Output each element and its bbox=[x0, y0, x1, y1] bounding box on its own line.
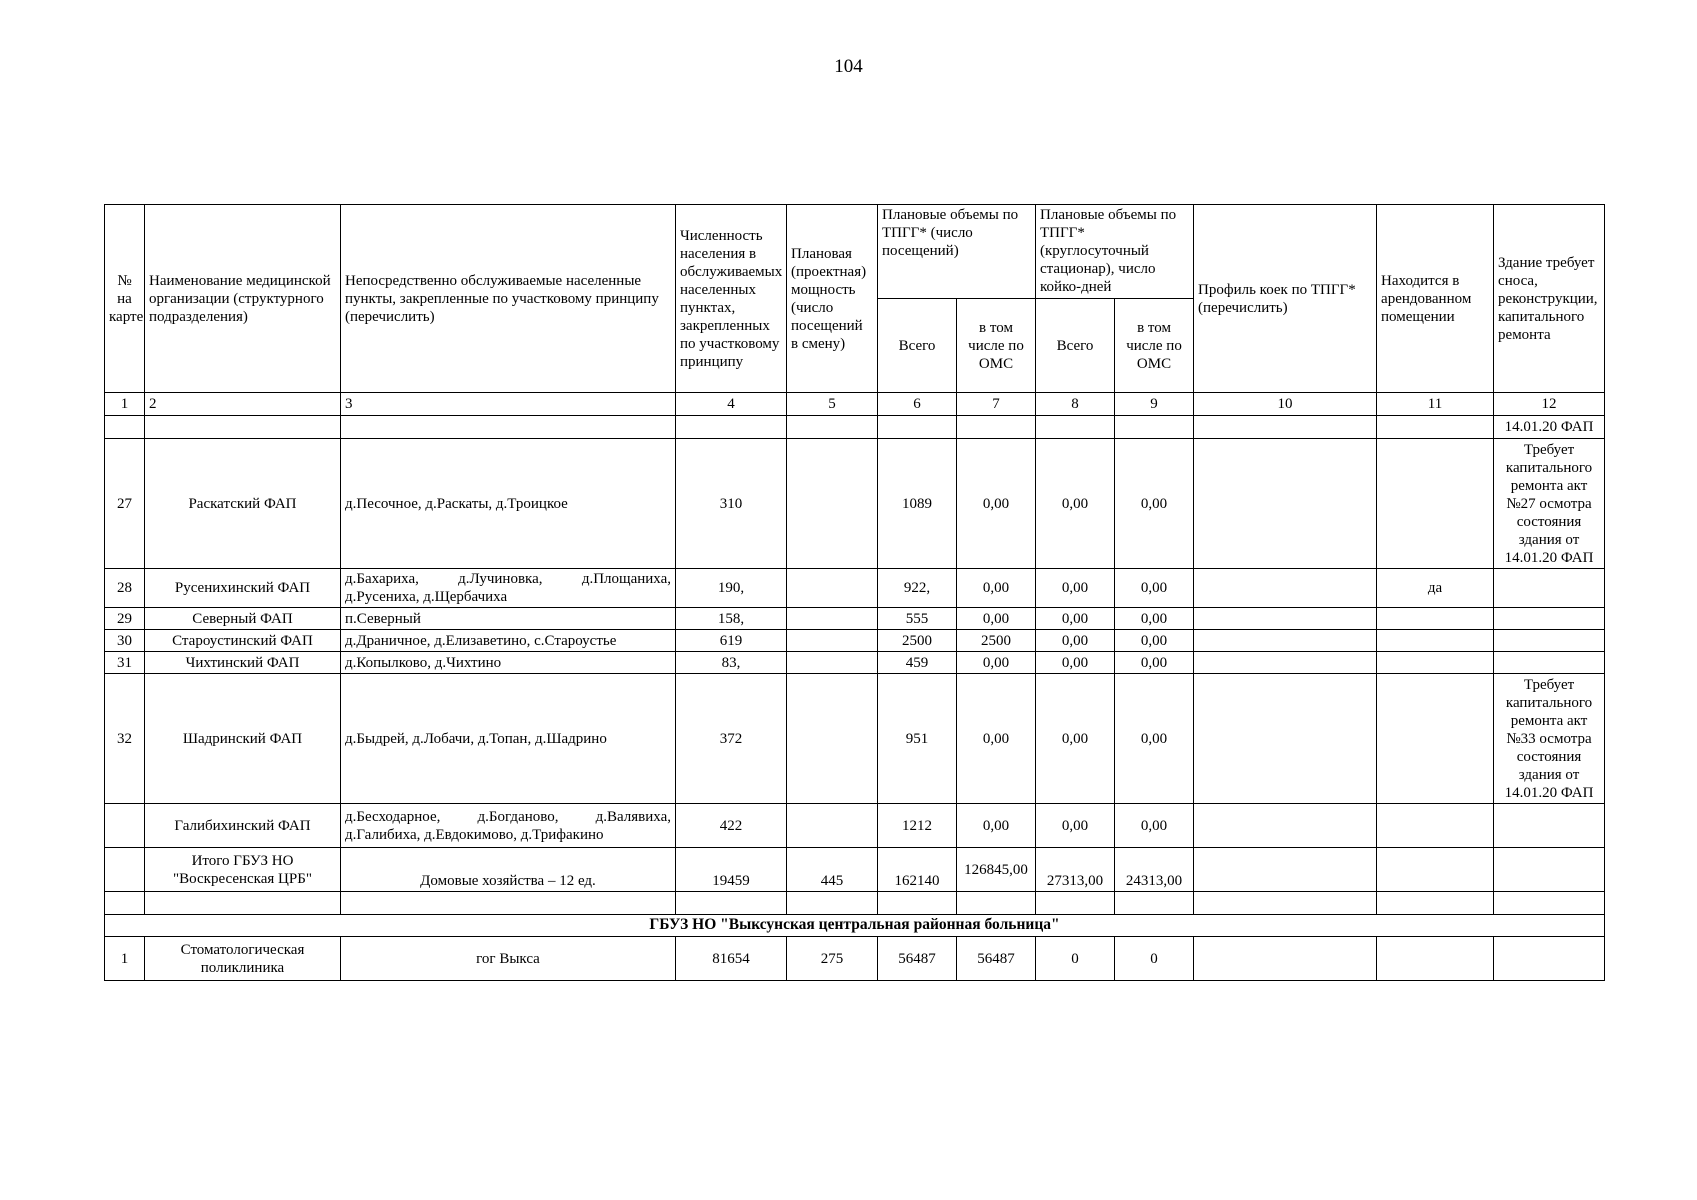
visits-oms: 0,00 bbox=[957, 439, 1036, 569]
visits-total: 1212 bbox=[878, 804, 957, 848]
visits-total: 1089 bbox=[878, 439, 957, 569]
total-population: 19459 bbox=[676, 848, 787, 892]
population: 310 bbox=[676, 439, 787, 569]
repair-note: Требует капитального ремонта акт №33 осмотра состояния здания от 14.01.20 ФАП bbox=[1494, 674, 1605, 804]
capacity bbox=[787, 674, 878, 804]
column-number: 8 bbox=[1036, 393, 1115, 416]
repair-note bbox=[1494, 937, 1605, 981]
rented bbox=[1377, 674, 1494, 804]
visits-total: 56487 bbox=[878, 937, 957, 981]
facility-name: Северный ФАП bbox=[145, 608, 341, 630]
visits-oms: 0,00 bbox=[957, 608, 1036, 630]
visits-oms: 56487 bbox=[957, 937, 1036, 981]
repair-note bbox=[1494, 630, 1605, 652]
column-number: 7 bbox=[957, 393, 1036, 416]
header-map-number: № на карте bbox=[105, 205, 145, 393]
rented bbox=[1377, 804, 1494, 848]
header-beds-oms: в том числе по ОМС bbox=[1115, 299, 1194, 393]
map-number: 29 bbox=[105, 608, 145, 630]
population: 422 bbox=[676, 804, 787, 848]
repair-note bbox=[1494, 652, 1605, 674]
table-body bbox=[105, 393, 1605, 981]
beds-total: 0,00 bbox=[1036, 804, 1115, 848]
settlements: д.Драничное, д.Елизаветино, с.Староустье bbox=[341, 630, 676, 652]
rented bbox=[1377, 439, 1494, 569]
beds-oms: 0,00 bbox=[1115, 652, 1194, 674]
visits-oms: 0,00 bbox=[957, 652, 1036, 674]
capacity bbox=[787, 630, 878, 652]
bed-profile bbox=[1194, 804, 1377, 848]
beds-oms: 0,00 bbox=[1115, 674, 1194, 804]
bed-profile bbox=[1194, 569, 1377, 608]
header-settlements: Непосредственно обслуживаемые населенные пункты, закрепленные по участковому принципу (перечислить) bbox=[341, 205, 676, 393]
header-visits-total: Всего bbox=[878, 299, 957, 393]
visits-oms: 0,00 bbox=[957, 804, 1036, 848]
carry-over-row bbox=[105, 416, 1605, 439]
beds-total: 0 bbox=[1036, 937, 1115, 981]
column-number-row bbox=[105, 393, 1605, 416]
facility-name: Раскатский ФАП bbox=[145, 439, 341, 569]
facilities-table bbox=[104, 204, 1605, 981]
facility-name: Шадринский ФАП bbox=[145, 674, 341, 804]
population: 619 bbox=[676, 630, 787, 652]
population: 372 bbox=[676, 674, 787, 804]
capacity bbox=[787, 439, 878, 569]
table-row bbox=[105, 804, 1605, 848]
rented bbox=[1377, 937, 1494, 981]
header-visits-oms: в том числе по ОМС bbox=[957, 299, 1036, 393]
column-number: 4 bbox=[676, 393, 787, 416]
column-number: 2 bbox=[145, 393, 341, 416]
header-organization: Наименование медицинской организации (структурного подразделения) bbox=[145, 205, 341, 393]
beds-oms: 0 bbox=[1115, 937, 1194, 981]
table-row bbox=[105, 569, 1605, 608]
bed-profile bbox=[1194, 937, 1377, 981]
total-bed-days-oms: 24313,00 bbox=[1115, 848, 1194, 892]
section-title: ГБУЗ НО "Выксунская центральная районная больница" bbox=[105, 915, 1605, 937]
visits-oms: 2500 bbox=[957, 630, 1036, 652]
facility-name: Галибихинский ФАП bbox=[145, 804, 341, 848]
map-number: 32 bbox=[105, 674, 145, 804]
header-bed-profile: Профиль коек по ТПГГ* (перечислить) bbox=[1194, 205, 1377, 393]
beds-oms: 0,00 bbox=[1115, 608, 1194, 630]
population: 190, bbox=[676, 569, 787, 608]
total-row bbox=[105, 848, 1605, 892]
column-number: 1 bbox=[105, 393, 145, 416]
table-row bbox=[105, 652, 1605, 674]
facility-name: Русенихинский ФАП bbox=[145, 569, 341, 608]
repair-note bbox=[1494, 804, 1605, 848]
table-header bbox=[105, 205, 1605, 393]
population: 83, bbox=[676, 652, 787, 674]
header-rented: Находится в арендованном помещении bbox=[1377, 205, 1494, 393]
settlements: д.Бахариха, д.Лучиновка, д.Площаниха, д.Русениха, д.Щербачиха bbox=[341, 569, 676, 608]
capacity bbox=[787, 804, 878, 848]
total-name: Итого ГБУЗ НО "Воскресенская ЦРБ" bbox=[145, 848, 341, 892]
settlements: гог Выкса bbox=[341, 937, 676, 981]
map-number: 27 bbox=[105, 439, 145, 569]
table-row bbox=[105, 439, 1605, 569]
repair-note bbox=[1494, 569, 1605, 608]
column-number: 5 bbox=[787, 393, 878, 416]
total-bed-days: 27313,00 bbox=[1036, 848, 1115, 892]
beds-oms: 0,00 bbox=[1115, 439, 1194, 569]
table-row bbox=[105, 937, 1605, 981]
total-capacity: 445 bbox=[787, 848, 878, 892]
beds-total: 0,00 bbox=[1036, 630, 1115, 652]
header-population: Численность населения в обслуживаемых населенных пунктах, закрепленных по участковому принципу bbox=[676, 205, 787, 393]
map-number bbox=[105, 804, 145, 848]
table-row bbox=[105, 630, 1605, 652]
column-number: 3 bbox=[341, 393, 676, 416]
repair-note-carry: 14.01.20 ФАП bbox=[1494, 416, 1605, 439]
map-number: 30 bbox=[105, 630, 145, 652]
repair-note: Требует капитального ремонта акт №27 осмотра состояния здания от 14.01.20 ФАП bbox=[1494, 439, 1605, 569]
beds-total: 0,00 bbox=[1036, 674, 1115, 804]
settlements: п.Северный bbox=[341, 608, 676, 630]
bed-profile bbox=[1194, 630, 1377, 652]
rented bbox=[1377, 630, 1494, 652]
total-visits-oms: 126845,00 bbox=[957, 848, 1036, 892]
rented bbox=[1377, 608, 1494, 630]
column-number: 6 bbox=[878, 393, 957, 416]
column-number: 10 bbox=[1194, 393, 1377, 416]
header-beds-total: Всего bbox=[1036, 299, 1115, 393]
total-visits: 162140 bbox=[878, 848, 957, 892]
bed-profile bbox=[1194, 439, 1377, 569]
beds-oms: 0,00 bbox=[1115, 630, 1194, 652]
header-bed-days-volume: Плановые объемы по ТПГГ* (круглосуточный стационар), число койко-дней bbox=[1036, 205, 1194, 299]
map-number: 28 bbox=[105, 569, 145, 608]
settlements: д.Быдрей, д.Лобачи, д.Топан, д.Шадрино bbox=[341, 674, 676, 804]
total-households: Домовые хозяйства – 12 ед. bbox=[341, 848, 676, 892]
beds-total: 0,00 bbox=[1036, 569, 1115, 608]
header-capacity: Плановая (проектная) мощность (число посещений в смену) bbox=[787, 205, 878, 393]
header-visits-volume: Плановые объемы по ТПГГ* (число посещений) bbox=[878, 205, 1036, 299]
visits-total: 951 bbox=[878, 674, 957, 804]
capacity bbox=[787, 608, 878, 630]
table-row bbox=[105, 674, 1605, 804]
visits-oms: 0,00 bbox=[957, 674, 1036, 804]
facility-name: Стоматологическая поликлиника bbox=[145, 937, 341, 981]
beds-oms: 0,00 bbox=[1115, 569, 1194, 608]
beds-total: 0,00 bbox=[1036, 439, 1115, 569]
population: 81654 bbox=[676, 937, 787, 981]
population: 158, bbox=[676, 608, 787, 630]
settlements: д.Копылково, д.Чихтино bbox=[341, 652, 676, 674]
facility-name: Староустинский ФАП bbox=[145, 630, 341, 652]
beds-total: 0,00 bbox=[1036, 652, 1115, 674]
header-repair: Здание требует сноса, реконструкции, капитального ремонта bbox=[1494, 205, 1605, 393]
column-number: 12 bbox=[1494, 393, 1605, 416]
empty-row bbox=[105, 892, 1605, 915]
table-row bbox=[105, 608, 1605, 630]
visits-total: 922, bbox=[878, 569, 957, 608]
visits-total: 555 bbox=[878, 608, 957, 630]
bed-profile bbox=[1194, 674, 1377, 804]
rented: да bbox=[1377, 569, 1494, 608]
settlements: д.Песочное, д.Раскаты, д.Троицкое bbox=[341, 439, 676, 569]
map-number: 31 bbox=[105, 652, 145, 674]
section-header-row bbox=[105, 915, 1605, 937]
visits-oms: 0,00 bbox=[957, 569, 1036, 608]
map-number: 1 bbox=[105, 937, 145, 981]
capacity bbox=[787, 569, 878, 608]
bed-profile bbox=[1194, 652, 1377, 674]
capacity bbox=[787, 652, 878, 674]
bed-profile bbox=[1194, 608, 1377, 630]
column-number: 9 bbox=[1115, 393, 1194, 416]
page-number: 104 bbox=[834, 56, 863, 77]
visits-total: 2500 bbox=[878, 630, 957, 652]
beds-oms: 0,00 bbox=[1115, 804, 1194, 848]
visits-total: 459 bbox=[878, 652, 957, 674]
column-number: 11 bbox=[1377, 393, 1494, 416]
rented bbox=[1377, 652, 1494, 674]
settlements: д.Бесходарное, д.Богданово, д.Валявиха, д.Галибиха, д.Евдокимово, д.Трифакино bbox=[341, 804, 676, 848]
facility-name: Чихтинский ФАП bbox=[145, 652, 341, 674]
capacity: 275 bbox=[787, 937, 878, 981]
repair-note bbox=[1494, 608, 1605, 630]
beds-total: 0,00 bbox=[1036, 608, 1115, 630]
